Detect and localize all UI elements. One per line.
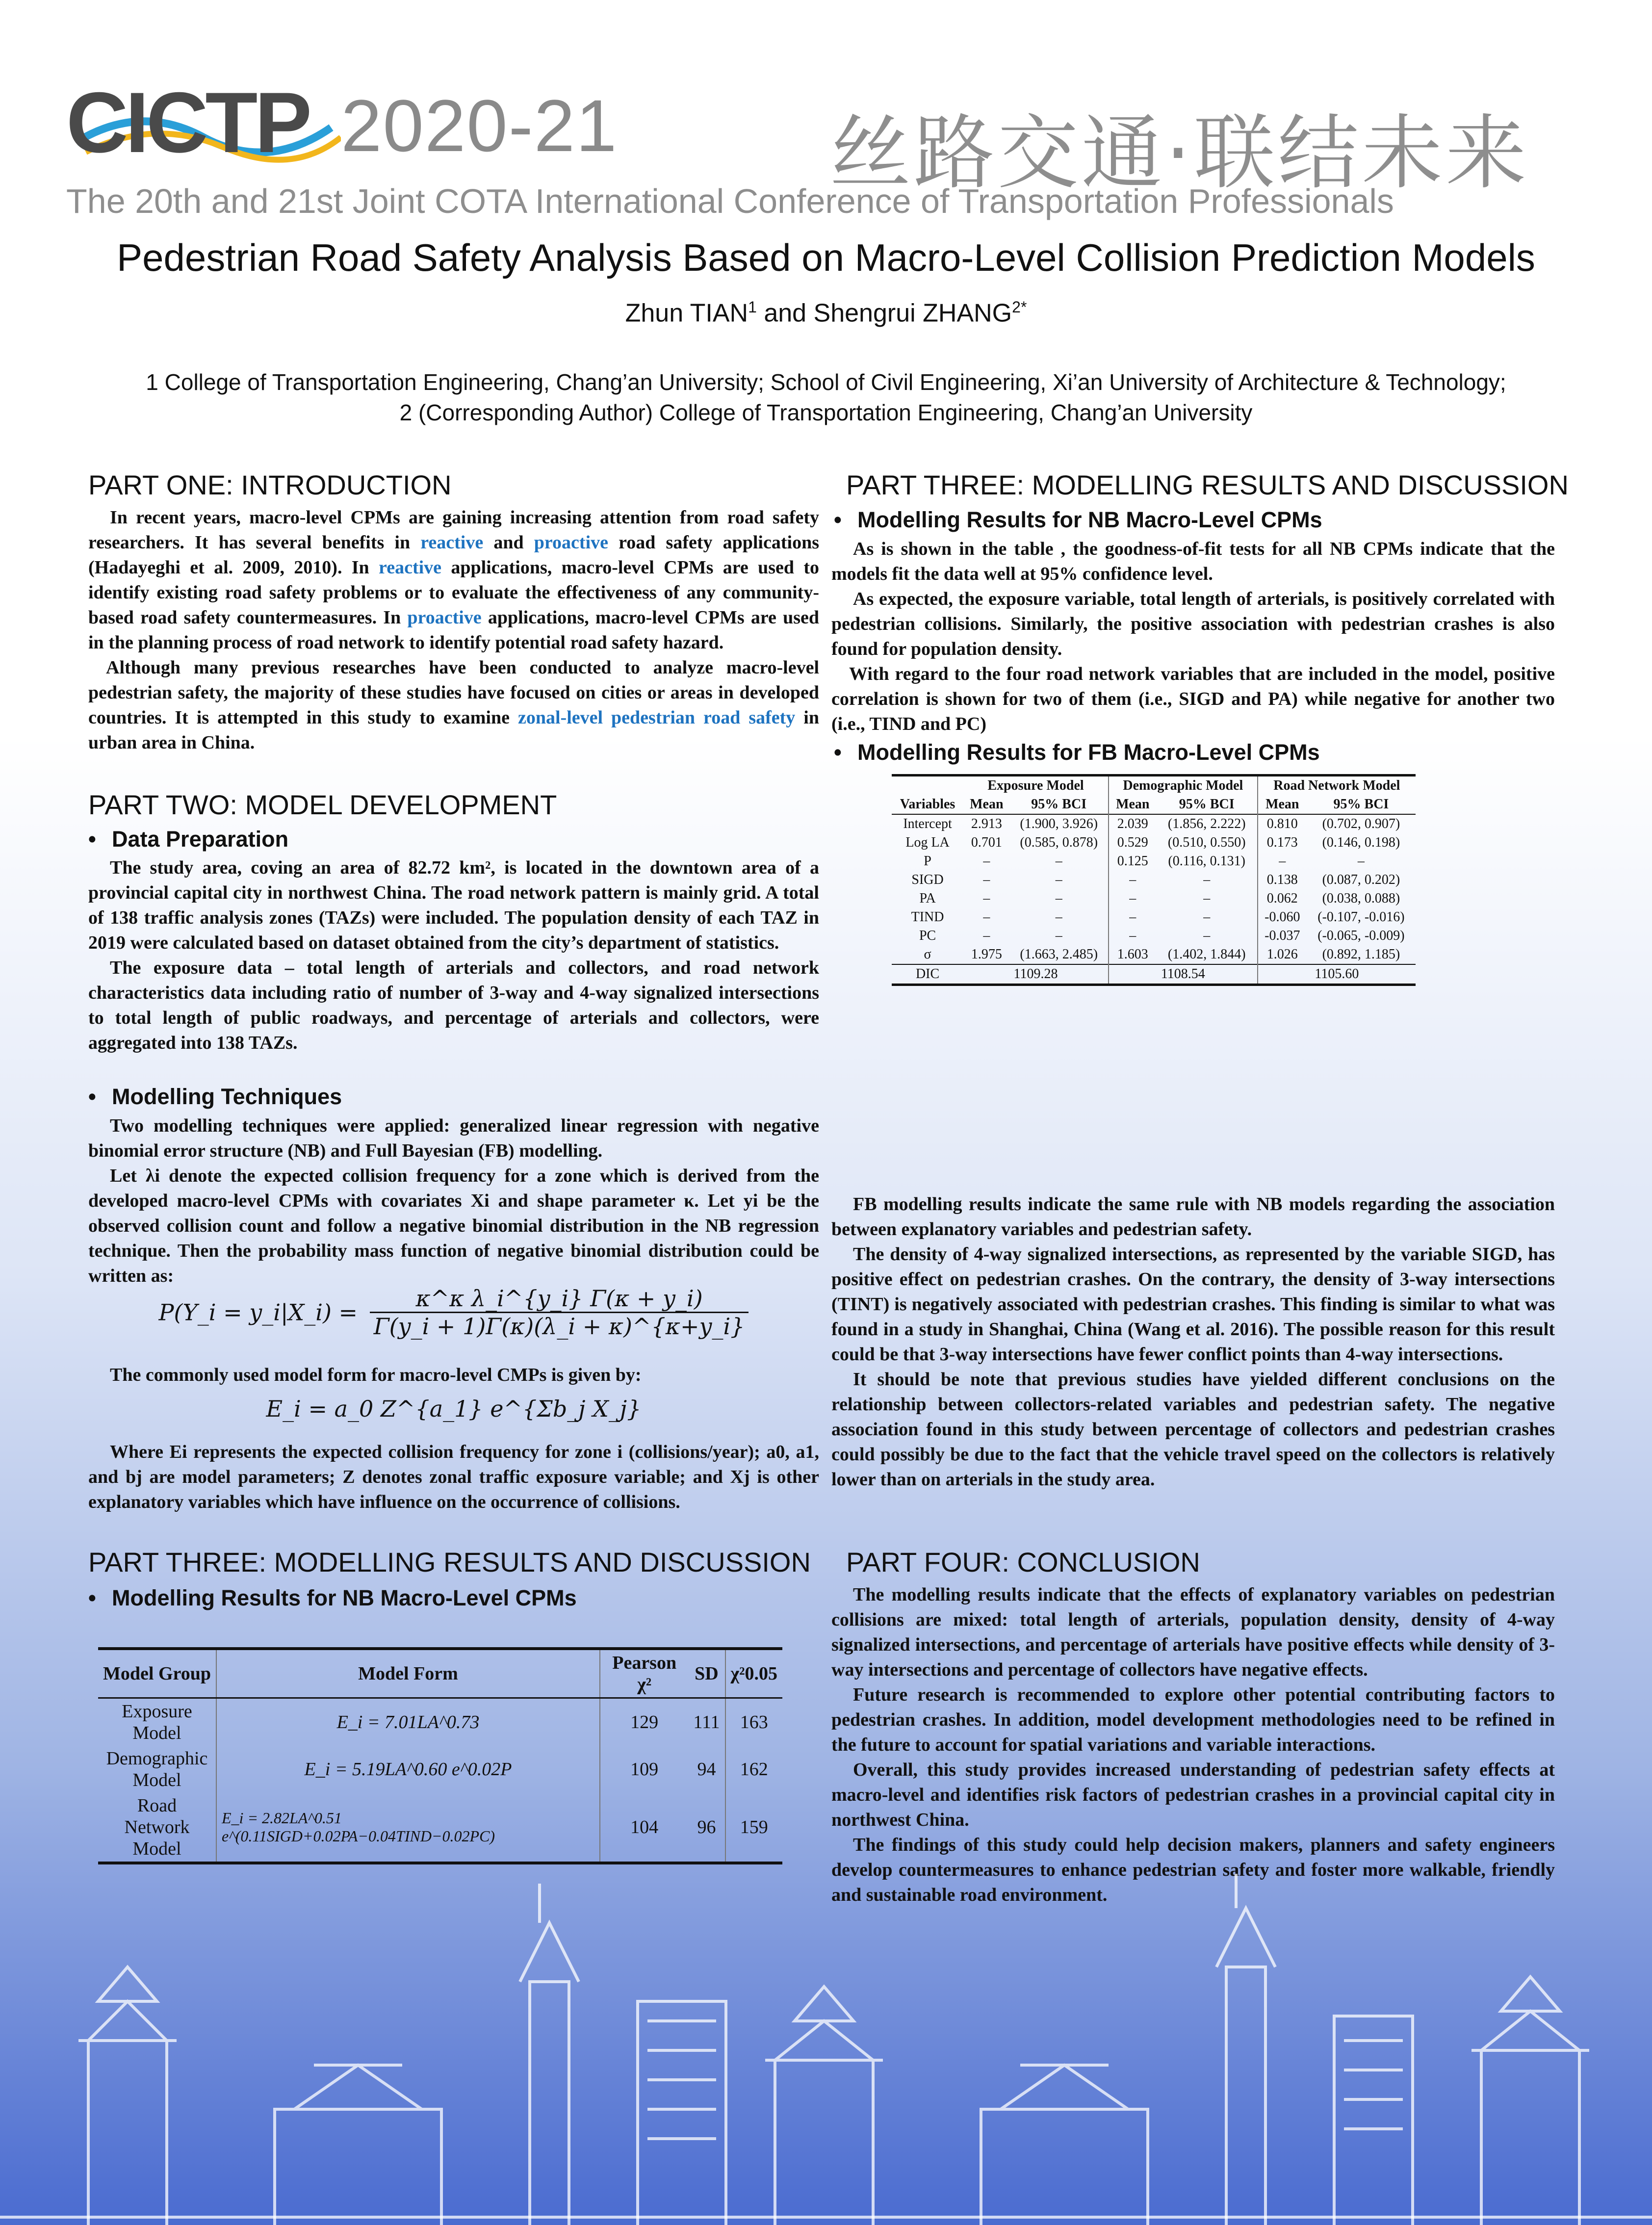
conclusion-text: The modelling results indicate that the effects of explanatory variables on pedestrian collisions are mixed: total length of arterials, population density, density of 4-way signalized intersections, and percentage of arterials have positive effects while density of 3-way intersections and percentage of collectors have negative effects. Future research is recommended to explore other potential contributing factors to pedestrian crashes. In addition, model development methodologies need to be refined in the future to account for spatial variations and variable interactions. Overall, this study provides increased understanding of pedestrian safety effects at macro-level and identifies risk factors of pedestrian crashes in a provincial capital city in northwest China. The findings of this study could help decision makers, planners and safety engineers develop countermeasures to enhance pedestrian safety and foster more walkable, friendly and sustainable road environment.	[831, 1584, 1555, 1905]
table-row-dic: DIC 1109.28 1108.54 1105.60	[892, 964, 1416, 985]
table-row: PA – – – – 0.062 (0.038, 0.088)	[892, 889, 1416, 908]
author-1-affil: 1	[748, 298, 757, 316]
author-2: and Shengrui ZHANG	[756, 299, 1012, 328]
conference-logo	[66, 75, 630, 171]
fb-model-estimates-table: Variables Exposure Model Demographic Model Road Network Model Mean 95% BCI Mean 95% BCI Mean 95% BCI Intercept 2.913 (1.900, 3.926) 2.039 (1.856, 2.222) 0.810 (0.702, 0.907) Log LA 0.701 (0.585, 0.878) 0.529 (0.510, 0.550) 0.173 (0.146, 0.198) P – – 0.125 (0.116, 0.131) – – SIGD – – – – 0.138 (0.087, 0.202) PA – – – – 0.062 (0.038, 0.088) TIND – – – – -0.060 (-0.107, -0.016) PC – – – – -0.037 (-0.065, -0.009) σ 1.975 (1.663, 2.485) 1.603 (1.402, 1.844) 1.026 (0.892, 1.185) DIC 1109.28 1108.54 1105.60	[892, 774, 1416, 986]
author-2-affil: 2*	[1012, 298, 1027, 316]
data-preparation-text: The study area, coving an area of 82.72 km², is located in the downtown area of a provincial capital city in northwest China. The road network pattern is mainly grid. A total of 138 traffic analysis zones (TAZs) were included. The population density of each TAZ in 2019 were calculated based on dataset obtained from the city’s department of statistics. The exposure data – total length of arterials and collectors, and road network characteristics data including ratio of number of 3-way and 4-way signalized intersections to total length of public roadways, and percentage of arterials and collectors, were aggregated into 138 TAZs.	[88, 857, 819, 1053]
chinese-slogan: 丝路交通·联结未来	[829, 106, 1529, 200]
table-row: SIGD – – – – 0.138 (0.087, 0.202)	[892, 871, 1416, 889]
col-pearson: Pearson χ²	[612, 1653, 677, 1695]
table-row: P – – 0.125 (0.116, 0.131) – –	[892, 852, 1416, 871]
link-proactive-2: proactive	[407, 607, 482, 628]
link-zonal-level: zonal-level pedestrian road safety	[517, 707, 796, 728]
subheading-nb-results-right: • Modelling Results for NB Macro-Level CPMs	[834, 507, 1322, 532]
table-header-row	[98, 1649, 782, 1698]
equation-nb-pmf: P(Y_i = y_i|X_i) = $\frac{\text{κ\textasciicircum{}κ λ\_i\textasciicircum{}\{y\_i\} Γ(κ + y\_i)}}{\Gamma(y\_i + 1)\Gamma(\kappa)(\lambda\_i + \kappa)\^{}\{\kappa+y\_i\}}$	[88, 1285, 819, 1340]
part-three-heading-left: PART THREE: MODELLING RESULTS AND DISCUSSION	[88, 1547, 811, 1578]
table-row: Demographic Model E_i = 5.19LA^0.60 e^0.02P 109 94 162	[98, 1746, 782, 1793]
col-model-group: Model Group	[98, 1649, 216, 1698]
nb-goodness-of-fit-table	[98, 1647, 782, 1864]
group-road-network: Road Network Model	[1273, 778, 1400, 793]
group-demographic: Demographic Model	[1109, 776, 1258, 796]
table-row: TIND – – – – -0.060 (-0.107, -0.016)	[892, 908, 1416, 927]
table-row: Exposure Model E_i = 7.01LA^0.73 129 111 163	[98, 1698, 782, 1746]
logo-years: 2020-21	[341, 84, 618, 167]
table-row: Road Network Model E_i = 2.82LA^0.51 e^(0.11SIGD+0.02PA−0.04TIND−0.02PC) 104 96 159	[98, 1793, 782, 1863]
conference-name: The 20th and 21st Joint COTA International Conference of Transportation Professionals	[66, 182, 1394, 220]
poster-title: Pedestrian Road Safety Analysis Based on Macro-Level Collision Prediction Models	[117, 236, 1535, 279]
table-row: σ 1.975 (1.663, 2.485) 1.603 (1.402, 1.844) 1.026 (0.892, 1.185)	[892, 945, 1416, 964]
equation-model-form: E_i = a_0 Z^{a_1} e^{Σb_j X_j}	[266, 1396, 642, 1422]
nb-results-text: As is shown in the table , the goodness-of-fit tests for all NB CPMs indicate that the models fit the data well at 95% confidence level. As expected, the exposure variable, total length of arterials, is positively correlated with pedestrian collisions. Similarly, the positive association with pedestrian crashes is also found for population density. With regard to the four road network variables that are included in the model, positive correlation is shown for two of them (i.e., SIGD and PA) while negative for another two (i.e., TIND and PC)	[831, 539, 1555, 734]
table-row: PC – – – – -0.037 (-0.065, -0.009)	[892, 927, 1416, 945]
link-reactive: reactive	[420, 532, 484, 553]
affiliation-2: 2 (Corresponding Author) College of Transportation Engineering, Chang’an University	[399, 400, 1253, 425]
col-sd: SD	[688, 1649, 725, 1698]
link-reactive-2: reactive	[379, 557, 442, 578]
subheading-modelling-techniques: • Modelling Techniques	[88, 1084, 342, 1109]
table-row: Log LA 0.701 (0.585, 0.878) 0.529 (0.510, 0.550) 0.173 (0.146, 0.198)	[892, 833, 1416, 852]
part-two-heading: PART TWO: MODEL DEVELOPMENT	[88, 789, 557, 820]
model-parameters-text: Where Ei represents the expected collision frequency for zone i (collisions/year); a0, a1, and bj are model parameters; Z denotes zonal traffic exposure variable; and Xj is other explanatory variables which have influence on the occurrence of collisions.	[88, 1442, 819, 1512]
link-proactive: proactive	[534, 532, 608, 553]
authors	[0, 298, 1652, 328]
city-skyline-decoration	[0, 1854, 1652, 2225]
col-chi-critical: χ²0.05	[730, 1663, 777, 1684]
affiliation-1: 1 College of Transportation Engineering, Chang’an University; School of Civil Engineering, Xi’an University of Architecture & Technology;	[146, 369, 1506, 395]
subheading-data-preparation: • Data Preparation	[88, 827, 289, 852]
model-form-intro: The commonly used model form for macro-level CMPs is given by:	[110, 1365, 642, 1385]
subheading-fb-results: • Modelling Results for FB Macro-Level CPMs	[834, 740, 1320, 765]
col-model-form: Model Form	[216, 1649, 600, 1698]
table-row: Intercept 2.913 (1.900, 3.926) 2.039 (1.856, 2.222) 0.810 (0.702, 0.907)	[892, 814, 1416, 833]
logo-word: CICTP	[66, 75, 309, 171]
introduction-text: In recent years, macro-level CPMs are gaining increasing attention from road safety researchers. It has several benefits in reactive and proactive road safety applications (Hadayeghi et al. 2009, 2010). In reactive applications, macro-level CPMs are used to identify existing road safety problems or to evaluate the effectiveness of any community-based road safety countermeasures. In proactive applications, macro-level CPMs are used in the planning process of road network to identify potential road safety hazard. Although many previous researches have been conducted to analyze macro-level pedestrian safety, the majority of these studies have focused on cities or areas in developed countries. It is attempted in this study to examine zonal-level pedestrian road safety in urban area in China.	[88, 507, 820, 753]
col-variables: Variables	[892, 776, 963, 815]
author-1: Zhun TIAN	[625, 299, 749, 328]
subheading-nb-results-left: • Modelling Results for NB Macro-Level CPMs	[88, 1585, 577, 1610]
part-three-heading-right: PART THREE: MODELLING RESULTS AND DISCUSSION	[846, 469, 1569, 500]
modelling-techniques-text: Two modelling techniques were applied: generalized linear regression with negative binomial error structure (NB) and Full Bayesian (FB) modelling. Let λi denote the expected collision frequency for a zone which is derived from the developed macro-level CPMs with covariates Xi and shape parameter κ. Let yi be the observed collision count and follow a negative binomial distribution in the NB regression technique. Then the probability mass function of negative binomial distribution could be written as:	[88, 1115, 819, 1286]
group-exposure: Exposure Model	[963, 776, 1109, 796]
part-one-heading: PART ONE: INTRODUCTION	[88, 469, 452, 500]
fb-results-text: FB modelling results indicate the same rule with NB models regarding the association between explanatory variables and pedestrian safety. The density of 4-way signalized intersections, as represented by the variable SIGD, has positive effect on pedestrian crashes. On the contrary, the density of 3-way intersections (TINT) is negatively associated with pedestrian crashes. This finding is similar to what was found in a study in Shanghai, China (Wang et al. 2016). The possible reason for this result could be that 3-way intersections have fewer conflict points than 4-way intersections. It should be note that previous studies have yielded different conclusions on the relationship between collectors-related variables and pedestrian safety. The negative association found in this study between percentage of collectors and pedestrian crashes could possibly be due to the fact that the vehicle travel speed on the collectors is relatively lower than on arterials in the study area.	[831, 1194, 1555, 1490]
part-four-heading: PART FOUR: CONCLUSION	[846, 1547, 1200, 1578]
